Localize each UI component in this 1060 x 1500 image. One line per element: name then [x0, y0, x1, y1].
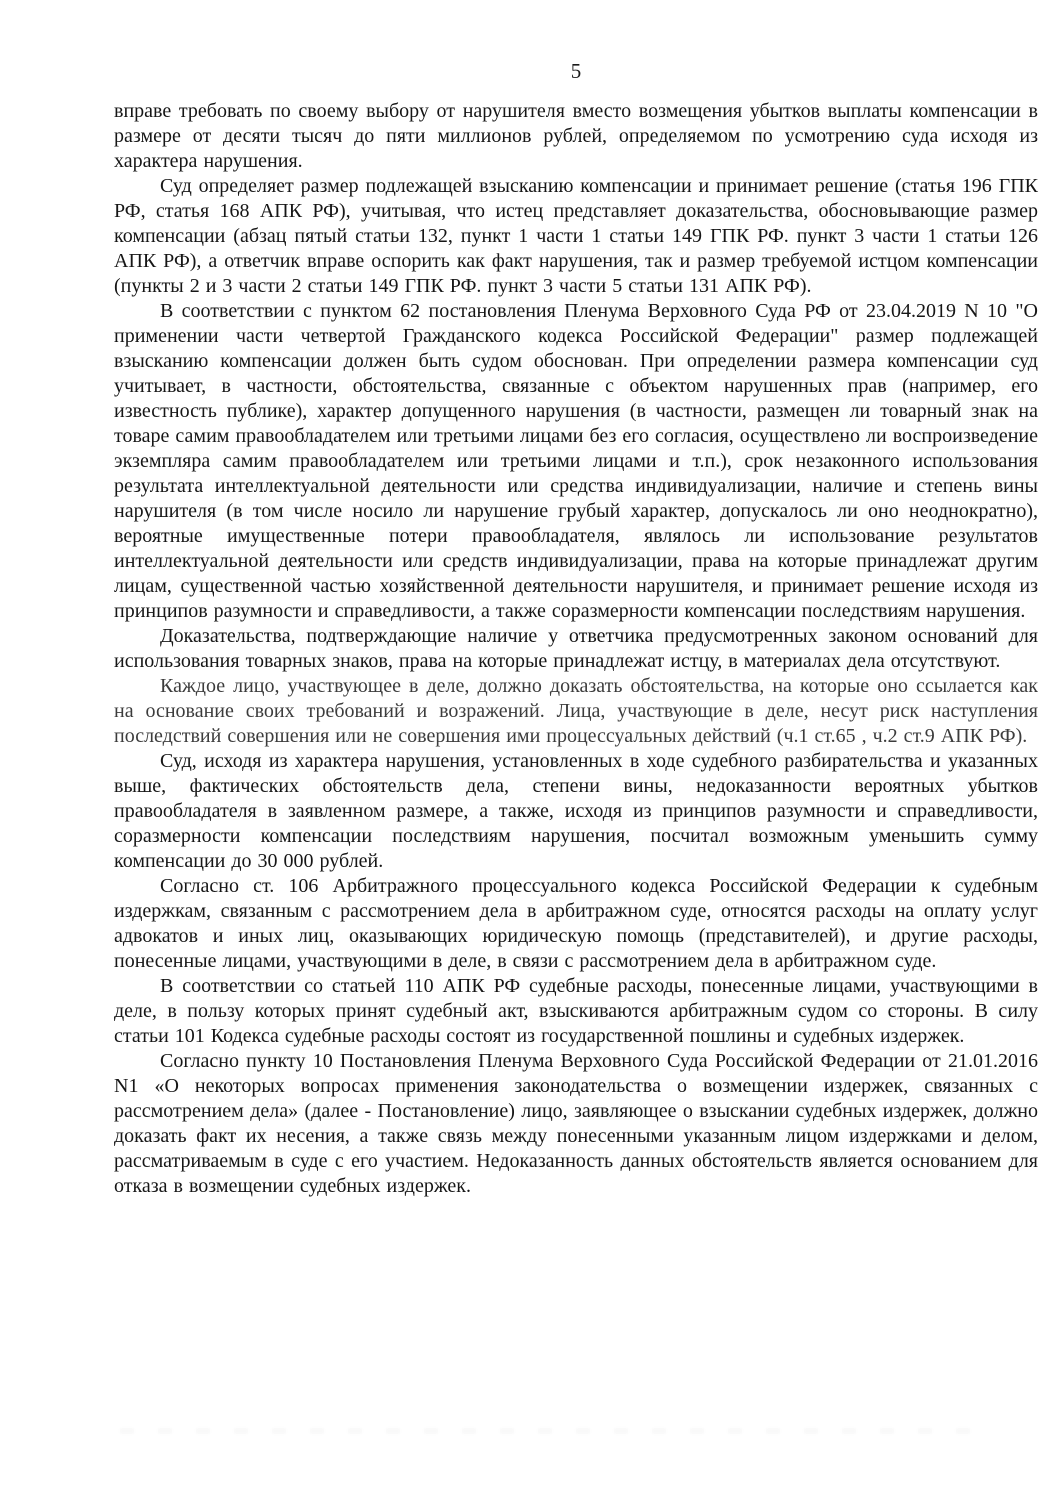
paragraph-plenum-10-costs-proof: Согласно пункту 10 Постановления Пленума Верховного Суда Российской Федерации от 21.01.2016 N1 «О некоторых вопросах применения законодательства о возмещении издержек, связанных с рассмотрением дела» (далее - Постановление) лицо, заявляющее о взыскании судебных издержек, должно доказать факт их несения, а также связь между понесенными указанным лицом издержками и делом, рассматриваемым в суде с его участием. Недоказанность данных обстоятельств является основанием для отказа в возмещении судебных издержек.	[114, 1050, 1038, 1197]
scan-ghosting-artifact	[120, 1428, 980, 1434]
paragraph-article-106-costs: Согласно ст. 106 Арбитражного процессуального кодекса Российской Федерации к судебным издержкам, связанным с рассмотрением дела в арбитражном суде, относятся расходы на оплату услуг адвокатов и иных лиц, оказывающих юридическую помощь (представителей), и другие расходы, понесенные лицами, участвующими в деле, в связи с рассмотрением дела в арбитражном суде.	[114, 875, 1038, 972]
paragraph-court-determines-amount: Суд определяет размер подлежащей взысканию компенсации и принимает решение (статья 196 ГПК РФ, статья 168 АПК РФ), учитывая, что истец представляет доказательства, обосновывающие размер компенсации (абзац пятый статьи 132, пункт 1 части 1 статьи 149 ГПК РФ. пункт 3 части 1 статьи 126 АПК РФ), а ответчик вправе оспорить как факт нарушения, так и размер требуемой истцом компенсации (пункты 2 и 3 части 2 статьи 149 ГПК РФ. пункт 3 части 5 статьи 131 АПК РФ).	[114, 175, 1038, 297]
paragraph-compensation-reduced: Суд, исходя из характера нарушения, установленных в ходе судебного разбирательства и указанных выше, фактических обстоятельств дела, степени вины, недоказанности вероятных убытков правообладателя в заявленном размере, а также, исходя из принципов разумности и справедливости, соразмерности компенсации последствиям нарушения, посчитал возможным уменьшить сумму компенсации до 30 000 рублей.	[114, 750, 1038, 872]
paragraph-burden-of-proof: Каждое лицо, участвующее в деле, должно доказать обстоятельства, на которые оно ссылается как на основание своих требований и возражений. Лица, участвующие в деле, несут риск наступления последствий совершения или не совершения ими процессуальных действий (ч.1 ст.65 , ч.2 ст.9 АПК РФ).	[114, 675, 1038, 747]
page-number: 5	[570, 59, 582, 83]
paragraph-plenum-62-factors: В соответствии с пунктом 62 постановления Пленума Верховного Суда РФ от 23.04.2019 N 10 "О применении части четвертой Гражданского кодекса Российской Федерации" размер подлежащей взысканию компенсации должен быть судом обоснован. При определении размера компенсации суд учитывает, в частности, обстоятельства, связанные с объектом нарушенных прав (например, его известность публике), характер допущенного нарушения (в частности, размещен ли товарный знак на товаре самим правообладателем или третьими лицами без его согласия, осуществлено ли воспроизведение экземпляра самим правообладателем или третьими лицами и т.п.), срок незаконного использования результата интеллектуальной деятельности или средства индивидуализации, наличие и степень вины нарушителя (в том числе носило ли нарушение грубый характер, допускалось ли оно неоднократно), вероятные имущественные потери правообладателя, являлось ли использование результатов интеллектуальной деятельности или средств индивидуализации, права на которые принадлежат другим лицам, существенной частью хозяйственной деятельности нарушителя, и принимает решение исходя из принципов разумности и справедливости, а также соразмерности компенсации последствиям нарушения.	[114, 300, 1038, 622]
paragraph-article-110-costs: В соответствии со статьей 110 АПК РФ судебные расходы, понесенные лицами, участвующими в деле, в пользу которых принят судебный акт, взыскиваются арбитражным судом со стороны. В силу статьи 101 Кодекса судебные расходы состоят из государственной пошлины и судебных издержек.	[114, 975, 1038, 1047]
document-body	[114, 99, 1038, 1199]
paragraph-compensation-range: вправе требовать по своему выбору от нарушителя вместо возмещения убытков выплаты компенсации в размере от десяти тысяч до пяти миллионов рублей, определяемом по усмотрению суда исходя из характера нарушения.	[114, 100, 1038, 172]
paragraph-no-evidence-of-grounds: Доказательства, подтверждающие наличие у ответчика предусмотренных законом оснований для использования товарных знаков, права на которые принадлежат истцу, в материалах дела отсутствуют.	[114, 625, 1038, 672]
